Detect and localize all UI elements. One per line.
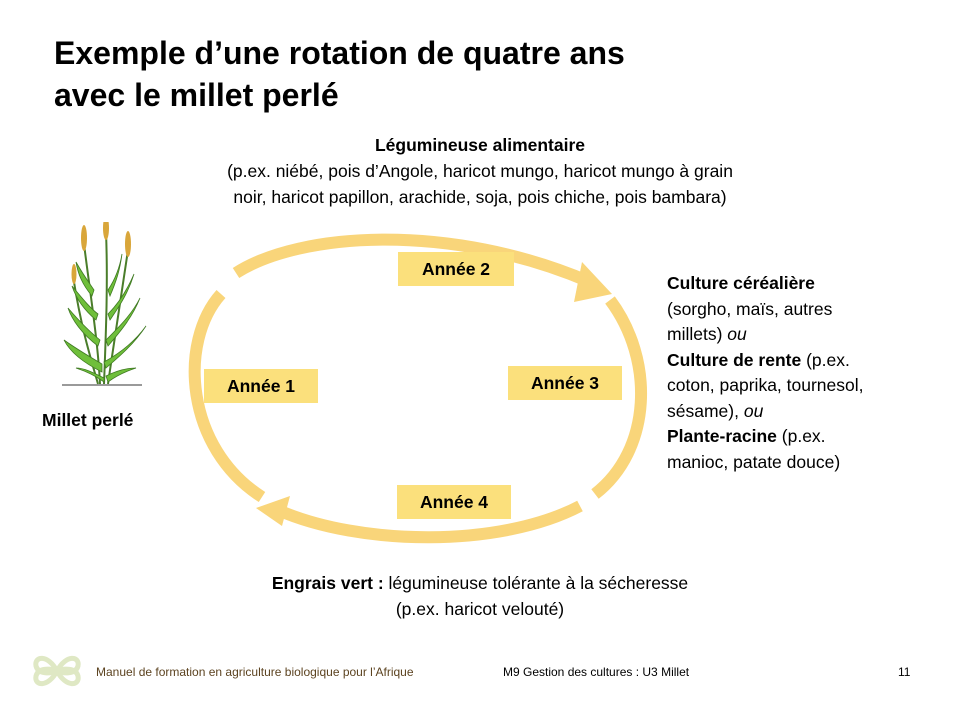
cash-crop-heading: Culture de rente bbox=[667, 349, 802, 370]
year-2-box bbox=[398, 252, 514, 286]
footer-manual-title: Manuel de formation en agriculture biologique pour l’Afrique bbox=[96, 665, 414, 679]
green-manure-heading: Engrais vert : bbox=[271, 573, 384, 593]
root-crop-examples-line-2: manioc, patate douce) bbox=[667, 451, 841, 472]
footer-page-number: 11 bbox=[898, 665, 911, 679]
year-4-box bbox=[397, 485, 511, 519]
cereal-heading: Culture céréalière bbox=[667, 273, 815, 293]
year-1-label: Année 1 bbox=[226, 375, 296, 396]
year-2-label: Année 2 bbox=[421, 258, 491, 279]
title-line-1: Exemple d’une rotation de quatre ans bbox=[54, 35, 625, 71]
title-line-2: avec le millet perlé bbox=[54, 77, 339, 113]
green-manure-text: légumineuse tolérante à la sécheresse bbox=[383, 573, 689, 593]
cycle-arrowhead-top bbox=[574, 262, 612, 302]
manual-logo-icon bbox=[28, 644, 86, 698]
root-crop-suffix: (p.ex. bbox=[776, 426, 826, 446]
year-3-box bbox=[508, 366, 622, 400]
plant-label: Millet perlé bbox=[42, 410, 134, 430]
legume-heading: Légumineuse alimentaire bbox=[374, 135, 586, 155]
cereal-examples-line-2: millets) bbox=[667, 324, 723, 344]
year-3-crop-description bbox=[667, 271, 947, 475]
year-4-label: Année 4 bbox=[419, 491, 489, 512]
cereal-examples-line-1: (sorgho, maïs, autres bbox=[667, 298, 833, 319]
root-crop-heading: Plante-racine bbox=[667, 426, 777, 446]
year-3-label: Année 3 bbox=[530, 372, 600, 393]
or-text-2: ou bbox=[743, 400, 764, 421]
cash-crop-suffix: (p.ex. bbox=[801, 349, 850, 370]
green-manure-example: (p.ex. haricot velouté) bbox=[395, 599, 565, 619]
or-text-1: ou bbox=[727, 324, 747, 344]
legume-examples-line-2: noir, haricot papillon, arachide, soja, pois chiche, pois bambara) bbox=[233, 187, 727, 207]
cycle-arrowhead-bottom bbox=[256, 496, 290, 526]
year-1-box bbox=[204, 369, 318, 403]
cash-crop-examples-line-3: sésame), bbox=[667, 400, 739, 421]
year-4-crop-description bbox=[150, 570, 810, 622]
cash-crop-examples-line-2: coton, paprika, tournesol, bbox=[667, 375, 864, 395]
millet-plant-illustration bbox=[62, 222, 152, 390]
footer-module: M9 Gestion des cultures : U3 Millet bbox=[503, 665, 690, 679]
legume-examples-line-1: (p.ex. niébé, pois d’Angole, haricot mungo, haricot mungo à grain bbox=[227, 161, 733, 181]
